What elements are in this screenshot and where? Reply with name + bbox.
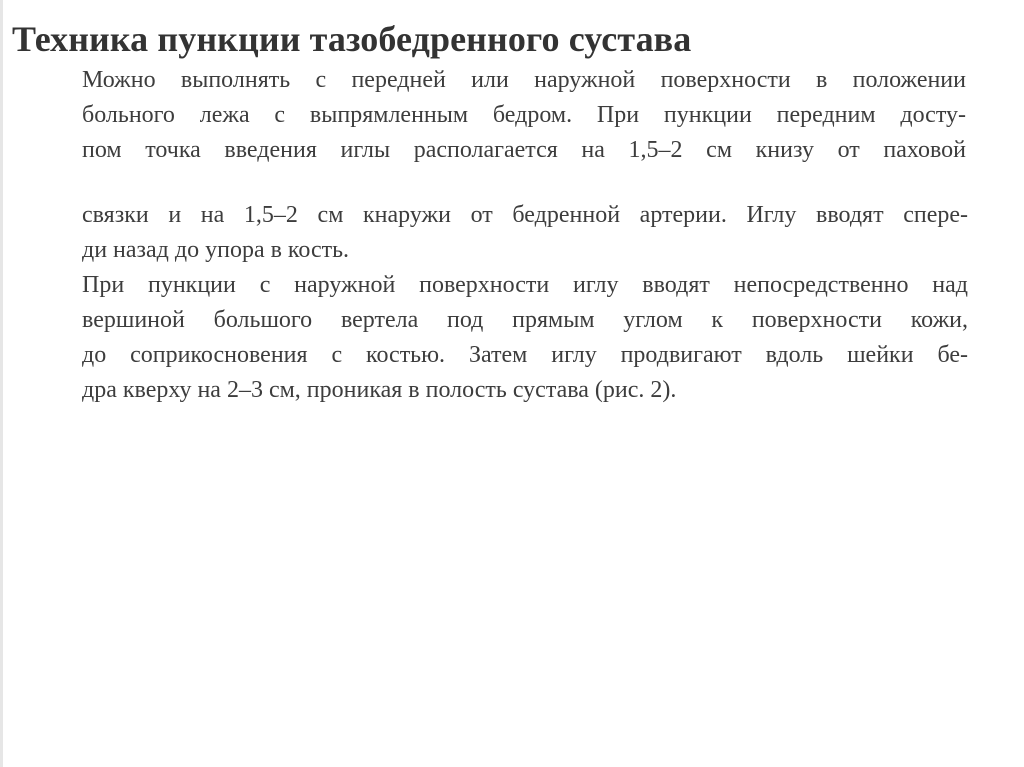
- page-edge: [0, 0, 3, 767]
- text-line: Можно выполнять с передней или наружной поверхности в положении: [82, 67, 966, 93]
- text-line: вершиной большого вертела под прямым углом к поверхности кожи,: [82, 307, 968, 333]
- paragraph-intro: [82, 63, 966, 168]
- text-line: При пункции с наружной поверхности иглу вводят непосредственно над: [82, 272, 968, 298]
- text-line: дра кверху на 2–3 см, проникая в полость сустава (рис. 2).: [82, 377, 677, 403]
- text-line: больного лежа с выпрямленным бедром. При пункции передним досту-: [82, 102, 966, 128]
- paragraph-continuation: [82, 198, 968, 408]
- text-line: до соприкосновения с костью. Затем иглу продвигают вдоль шейки бе-: [82, 342, 968, 368]
- text-line: связки и на 1,5–2 см кнаружи от бедренной артерии. Иглу вводят спере-: [82, 202, 968, 228]
- text-line: ди назад до упора в кость.: [82, 237, 350, 263]
- text-line: пом точка введения иглы располагается на 1,5–2 см книзу от паховой: [82, 137, 966, 163]
- page-title: Техника пункции тазобедренного сустава: [12, 19, 692, 59]
